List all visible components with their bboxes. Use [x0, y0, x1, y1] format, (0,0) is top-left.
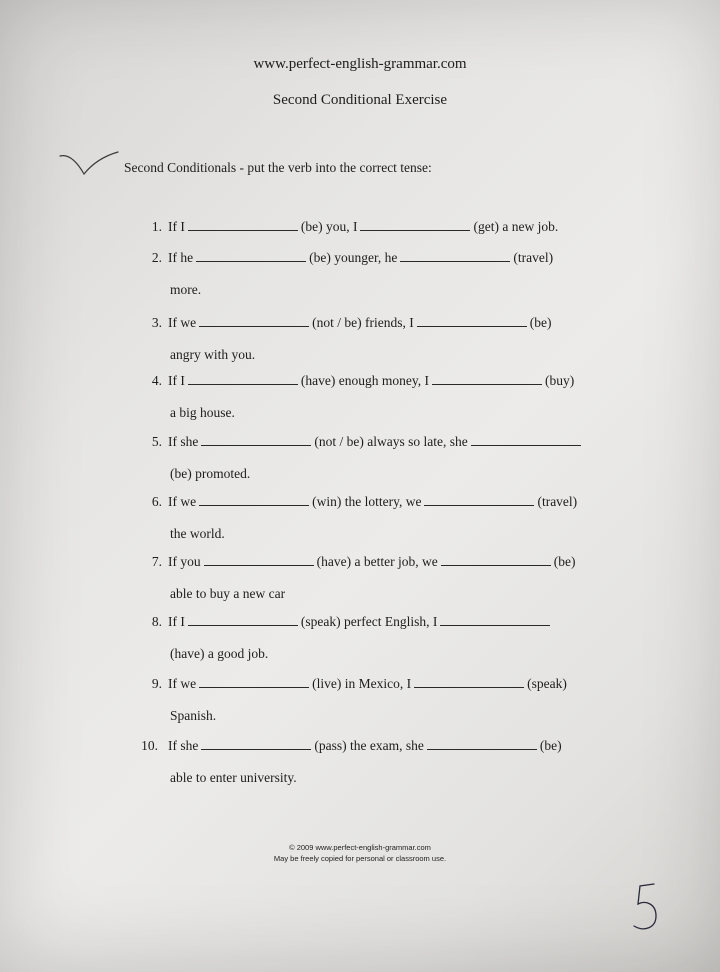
item-number: 7. [151, 554, 162, 569]
sentence-text: (speak) perfect English, I [300, 614, 438, 629]
exercise-sentence [168, 434, 584, 450]
answer-blank[interactable] [201, 434, 311, 446]
sentence-continuation: angry with you. [170, 347, 256, 362]
sentence-text: If I [168, 219, 185, 234]
sentence-text: (get) a new job. [473, 219, 559, 234]
answer-blank[interactable] [201, 738, 311, 750]
sentence-continuation: more. [170, 282, 202, 297]
sentence-text: If I [168, 614, 185, 629]
sentence-text: (not / be) friends, I [312, 315, 414, 330]
checkmark-icon [58, 150, 120, 186]
answer-blank[interactable] [440, 614, 550, 626]
sentence-text: If she [168, 434, 199, 449]
exercise-sentence [168, 554, 575, 570]
sentence-text: If he [168, 250, 194, 265]
sentence-text: (be) [539, 738, 562, 753]
handwritten-grade-5 [630, 880, 664, 936]
answer-blank[interactable] [400, 250, 510, 262]
sentence-text: (travel) [513, 250, 554, 265]
answer-blank[interactable] [204, 554, 314, 566]
sentence-text: (live) in Mexico, I [312, 676, 412, 691]
item-number: 1. [151, 219, 162, 234]
answer-blank[interactable] [196, 250, 306, 262]
sentence-text: If she [168, 738, 199, 753]
sentence-text: If I [168, 373, 185, 388]
answer-blank[interactable] [417, 315, 527, 327]
answer-blank[interactable] [188, 373, 298, 385]
sentence-text: (buy) [544, 373, 575, 388]
exercise-sentence [168, 494, 577, 510]
sentence-text: (be) [529, 315, 552, 330]
footer-copyright: © 2009 www.perfect-english-grammar.com [289, 843, 431, 852]
answer-blank[interactable] [432, 373, 542, 385]
answer-blank[interactable] [471, 434, 581, 446]
answer-blank[interactable] [188, 614, 298, 626]
sentence-text: (win) the lottery, we [312, 494, 422, 509]
answer-blank[interactable] [199, 676, 309, 688]
item-number: 3. [151, 315, 162, 330]
sentence-text: (not / be) always so late, she [314, 434, 468, 449]
sentence-text: (be) you, I [300, 219, 358, 234]
sentence-text: (be) [553, 554, 576, 569]
answer-blank[interactable] [199, 494, 309, 506]
answer-blank[interactable] [441, 554, 551, 566]
sentence-text: (pass) the exam, she [314, 738, 424, 753]
exercise-sentence [168, 315, 551, 331]
item-number: 2. [151, 250, 162, 265]
sentence-text: (have) a better job, we [316, 554, 438, 569]
item-number: 9. [151, 676, 162, 691]
answer-blank[interactable] [414, 676, 524, 688]
sentence-text: (be) younger, he [309, 250, 398, 265]
instructions: Second Conditionals - put the verb into the correct tense: [124, 160, 432, 175]
sentence-text: If we [168, 315, 197, 330]
exercise-sentence [168, 219, 558, 235]
sentence-continuation: (have) a good job. [170, 646, 269, 661]
item-number: 8. [151, 614, 162, 629]
exercise-sentence [168, 676, 567, 692]
worksheet-title: Second Conditional Exercise [272, 92, 448, 108]
sentence-continuation: able to buy a new car [170, 586, 286, 601]
answer-blank[interactable] [199, 315, 309, 327]
sentence-continuation: (be) promoted. [170, 466, 251, 481]
sentence-text: (speak) [527, 676, 567, 691]
website-header: www.perfect-english-grammar.com [253, 56, 467, 72]
item-number: 10. [141, 738, 158, 753]
sentence-continuation: able to enter university. [170, 770, 297, 785]
answer-blank[interactable] [188, 219, 298, 231]
sentence-continuation: a big house. [170, 405, 235, 420]
sentence-text: (travel) [537, 494, 578, 509]
item-number: 4. [151, 373, 162, 388]
sentence-text: If we [168, 494, 197, 509]
footer-license: May be freely copied for personal or classroom use. [273, 854, 447, 863]
answer-blank[interactable] [360, 219, 470, 231]
answer-blank[interactable] [424, 494, 534, 506]
sentence-text: (have) enough money, I [300, 373, 429, 388]
answer-blank[interactable] [427, 738, 537, 750]
item-number: 6. [151, 494, 162, 509]
exercise-sentence [168, 373, 574, 389]
exercise-sentence [168, 738, 562, 754]
exercise-sentence [168, 250, 553, 266]
sentence-continuation: the world. [170, 526, 225, 541]
item-number: 5. [151, 434, 162, 449]
sentence-text: If you [168, 554, 201, 569]
sentence-continuation: Spanish. [170, 708, 217, 723]
sentence-text: If we [168, 676, 197, 691]
exercise-sentence [168, 614, 553, 630]
